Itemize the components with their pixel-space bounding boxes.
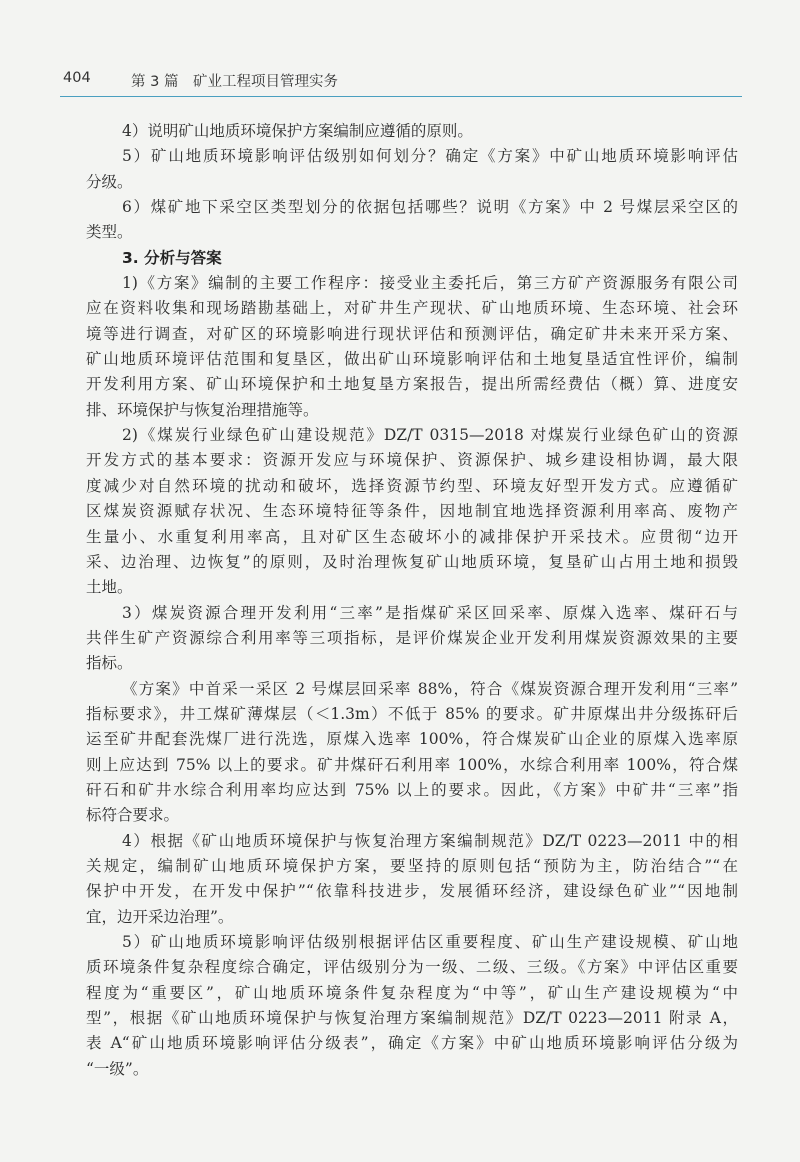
text-line: 应在资料收集和现场踏勘基础上，对矿井生产现状、矿山地质环境、生态环境、社会环 — [86, 299, 738, 318]
text-line: 区煤炭资源赋存状况、生态环境特征等条件，因地制宜地选择资源利用率高、废物产 — [86, 502, 738, 521]
paragraph — [86, 930, 738, 1082]
section-heading — [86, 246, 738, 271]
header-rule — [60, 96, 742, 97]
text-line: 指标要求》，井工煤矿薄煤层（＜1.3m）不低于 85% 的要求。矿井原煤出井分级拣矸后 — [86, 704, 738, 723]
text-line: 境等进行调查，对矿区的环境影响进行现状评估和预测评估，确定矿井未来开采方案、 — [86, 324, 738, 343]
text-line: 运至矿井配套洗煤厂进行洗选，原煤入选率 100%，符合煤炭矿山企业的原煤入选率原 — [86, 730, 738, 749]
text-line: 分级。 — [86, 172, 133, 191]
text-line: 开发利用方案、矿山环境保护和土地复垦方案报告，提出所需经费估（概）算、进度安 — [86, 375, 738, 394]
paragraph — [86, 119, 738, 144]
text-line: 生量小、水重复利用率高，且对矿区生态破坏小的减排保护开采技术。应贯彻“边开 — [86, 527, 738, 546]
paragraph — [86, 423, 738, 600]
page-number: 404 — [63, 70, 91, 86]
paragraph — [86, 195, 738, 246]
text-line: 类型。 — [86, 223, 133, 242]
text-line: 指标。 — [86, 654, 133, 673]
page-body — [86, 119, 738, 1082]
text-line: 2)《煤炭行业绿色矿山建设规范》DZ/T 0315—2018 对煤炭行业绿色矿山的资源 — [122, 426, 738, 445]
text-line: 宜，边开采边治理”。 — [86, 907, 234, 926]
text-line: “一级”。 — [86, 1059, 149, 1078]
text-line: 4）说明矿山地质环境保护方案编制应遵循的原则。 — [122, 122, 473, 140]
text-line: 1)《方案》编制的主要工作程序：接受业主委托后，第三方矿产资源服务有限公司 — [122, 274, 738, 293]
text-line: 质环境条件复杂程度综合确定，评估级别分为一级、二级、三级。《方案》中评估区重要 — [86, 958, 738, 977]
chapter-title: 第 3 篇 矿业工程项目管理实务 — [131, 74, 338, 90]
text-line: 3）煤炭资源合理开发利用“三率”是指煤矿采区回采率、原煤入选率、煤矸石与 — [122, 603, 738, 622]
paragraph — [86, 271, 738, 423]
text-line: 《方案》中首采一采区 2 号煤层回采率 88%，符合《煤炭资源合理开发利用“三率” — [122, 679, 738, 698]
text-line: 保护中开发，在开发中保护”“依靠科技进步，发展循环经济，建设绿色矿业”“因地制 — [86, 882, 738, 901]
text-line: 型”，根据《矿山地质环境保护与恢复治理方案编制规范》DZ/T 0223—2011 附录 A， — [86, 1009, 738, 1028]
text-line: 程度为“重要区”，矿山地质环境条件复杂程度为“中等”，矿山生产建设规模为“中 — [86, 983, 738, 1002]
paragraph — [86, 829, 738, 930]
text-line: 排、环境保护与恢复治理措施等。 — [86, 400, 319, 419]
text-line: 开发方式的基本要求：资源开发应与环境保护、资源保护、城乡建设相协调，最大限 — [86, 451, 738, 470]
text-line: 土地。 — [86, 578, 133, 597]
text-line: 则上应达到 75% 以上的要求。矿井煤矸石利用率 100%，水综合利用率 100%，符合煤 — [86, 755, 738, 774]
paragraph — [86, 144, 738, 195]
text-line: 采、边治理、边恢复”的原则，及时治理恢复矿山地质环境，复垦矿山占用土地和损毁 — [86, 552, 738, 571]
text-line: 矿山地质环境评估范围和复垦区，做出矿山环境影响评估和土地复垦适宜性评价，编制 — [86, 350, 738, 369]
text-line: 标符合要求。 — [86, 806, 180, 825]
text-line: 表 A“矿山地质环境影响评估分级表”，确定《方案》中矿山地质环境影响评估分级为 — [86, 1034, 738, 1053]
paragraph — [86, 601, 738, 677]
text-line: 共伴生矿产资源综合利用率等三项指标，是评价煤炭企业开发利用煤炭资源效果的主要 — [86, 628, 738, 647]
paragraph — [86, 677, 738, 829]
text-line: 6）煤矿地下采空区类型划分的依据包括哪些？说明《方案》中 2 号煤层采空区的 — [122, 198, 738, 217]
heading-text: 3. 分析与答案 — [122, 248, 222, 267]
text-line: 5）矿山地质环境影响评估级别根据评估区重要程度、矿山生产建设规模、矿山地 — [122, 933, 738, 951]
text-line: 关规定，编制矿山地质环境保护方案，要坚持的原则包括“预防为主，防治结合”“在 — [86, 856, 738, 875]
text-line: 4）根据《矿山地质环境保护与恢复治理方案编制规范》DZ/T 0223—2011 中的相 — [122, 831, 738, 850]
text-line: 5）矿山地质环境影响评估级别如何划分？确定《方案》中矿山地质环境影响评估 — [122, 147, 738, 166]
text-line: 矸石和矿井水综合利用率均应达到 75% 以上的要求。因此，《方案》中矿井“三率”指 — [86, 780, 738, 799]
text-line: 度减少对自然环境的扰动和破坏，选择资源节约型、环境友好型开发方式。应遵循矿 — [86, 476, 738, 495]
